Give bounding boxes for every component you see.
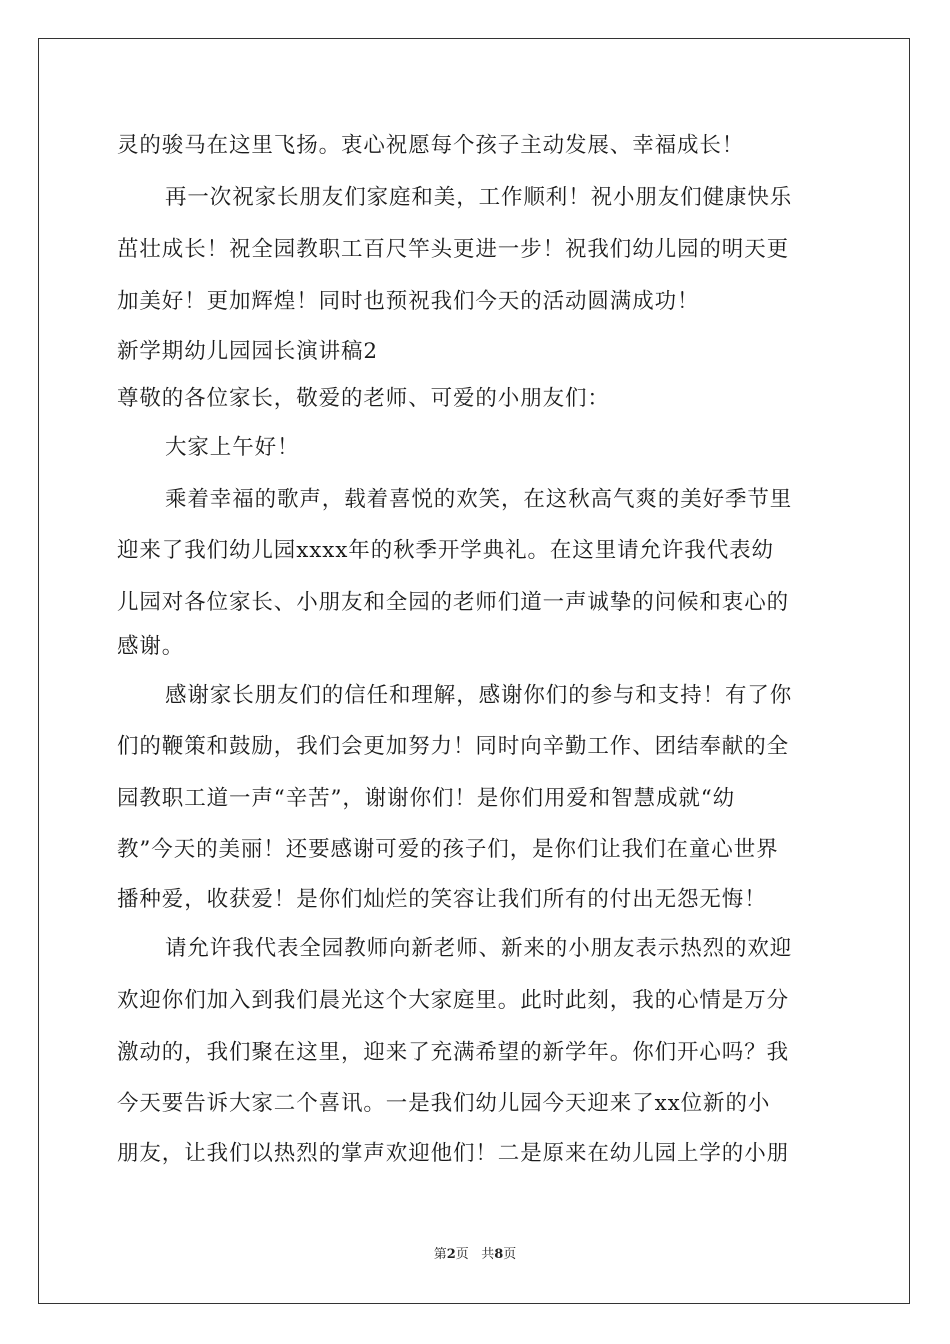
page-label-suffix: 页 <box>455 1247 469 1262</box>
text-line: 欢迎你们加入到我们晨光这个大家庭里。此时此刻，我的心情是万分 <box>117 988 790 1013</box>
text-line: 激动的，我们聚在这里，迎来了充满希望的新学年。你们开心吗？我 <box>117 1040 790 1065</box>
text-line: 加美好！更加辉煌！同时也预祝我们今天的活动圆满成功！ <box>117 289 700 314</box>
text-line: 迎来了我们幼儿园xxxx年的秋季开学典礼。在这里请允许我代表幼 <box>117 538 774 563</box>
page-number: 2 <box>446 1247 456 1262</box>
text-line: 再一次祝家长朋友们家庭和美，工作顺利！祝小朋友们健康快乐 <box>165 185 793 210</box>
page-label-prefix: 第 <box>433 1247 447 1262</box>
text-line: 们的鞭策和鼓励，我们会更加努力！同时向辛勤工作、团结奉献的全 <box>117 734 790 759</box>
text-line: 儿园对各位家长、小朋友和全园的老师们道一声诚挚的问候和衷心的 <box>117 590 790 615</box>
text-line: 感谢。 <box>117 634 185 659</box>
text-line: 教”今天的美丽！还要感谢可爱的孩子们，是你们让我们在童心世界 <box>117 837 779 862</box>
text-line: 感谢家长朋友们的信任和理解，感谢你们的参与和支持！有了你 <box>165 683 793 708</box>
greeting: 大家上午好！ <box>165 435 300 460</box>
total-pages: 8 <box>494 1247 504 1262</box>
salutation: 尊敬的各位家长，敬爱的老师、可爱的小朋友们： <box>117 386 610 411</box>
page-footer <box>0 1245 950 1265</box>
text-line: 请允许我代表全园教师向新老师、新来的小朋友表示热烈的欢迎 <box>165 936 793 961</box>
text-line: 播种爱，收获爱！是你们灿烂的笑容让我们所有的付出无怨无悔！ <box>117 887 767 912</box>
text-line: 茁壮成长！祝全园教职工百尺竿头更进一步！祝我们幼儿园的明天更 <box>117 237 790 262</box>
text-line: 灵的骏马在这里飞扬。衷心祝愿每个孩子主动发展、幸福成长！ <box>117 133 745 158</box>
text-line: 园教职工道一声“辛苦”，谢谢你们！是你们用爱和智慧成就“幼 <box>117 786 736 811</box>
text-line: 乘着幸福的歌声，载着喜悦的欢笑，在这秋高气爽的美好季节里 <box>165 487 793 512</box>
text-line: 今天要告诉大家二个喜讯。一是我们幼儿园今天迎来了xx位新的小 <box>117 1091 771 1116</box>
text-line: 朋友，让我们以热烈的掌声欢迎他们！二是原来在幼儿园上学的小朋 <box>117 1141 790 1166</box>
section-heading: 新学期幼儿园园长演讲稿2 <box>117 339 378 364</box>
total-label-suffix: 页 <box>503 1247 517 1262</box>
total-label-prefix: 共 <box>481 1247 495 1262</box>
